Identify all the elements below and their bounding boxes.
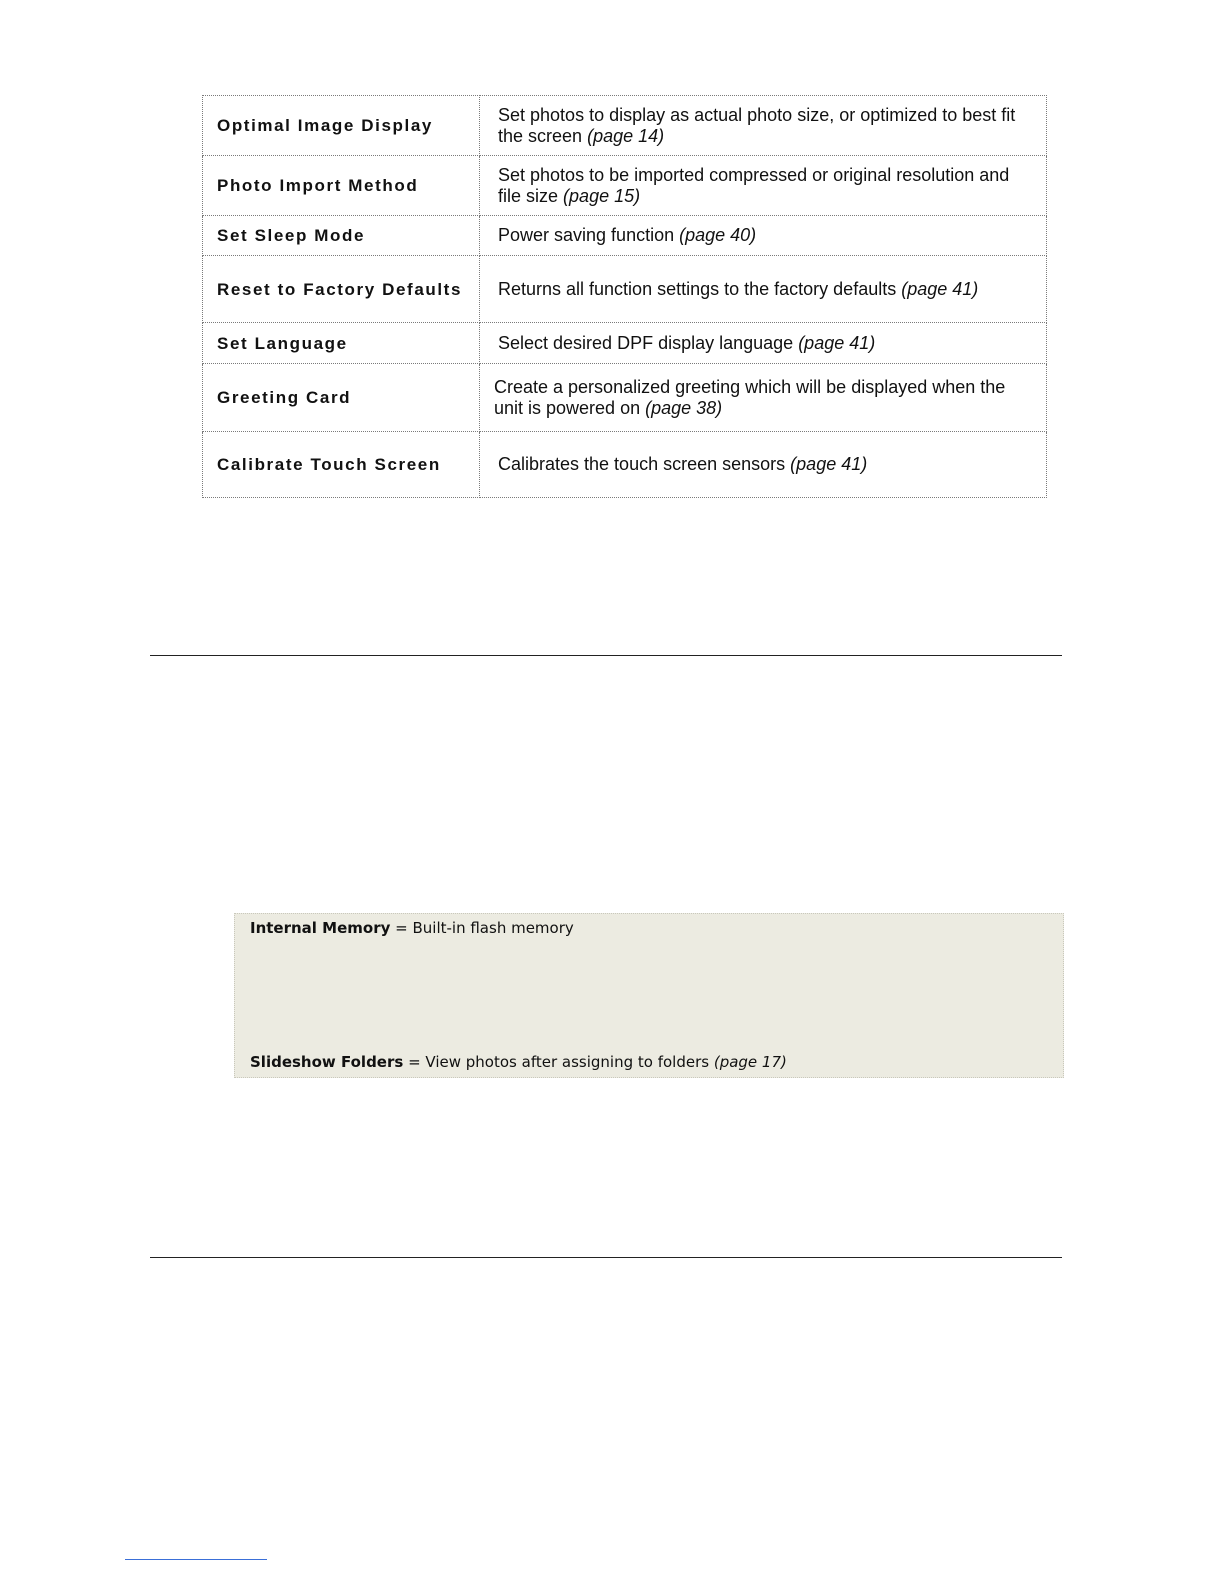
page-reference: (page 17) xyxy=(713,1053,787,1071)
setting-description xyxy=(480,364,1047,432)
setting-name: Reset to Factory Defaults xyxy=(203,256,480,323)
setting-description xyxy=(480,256,1047,323)
table-row xyxy=(203,156,1047,216)
footnote-separator xyxy=(125,1559,267,1560)
setting-name: Greeting Card xyxy=(203,364,480,432)
setting-name: Calibrate Touch Screen xyxy=(203,432,480,498)
page-reference: (page 38) xyxy=(645,397,723,418)
slideshow-folders-line xyxy=(250,1053,787,1071)
description-text: Select desired DPF display language xyxy=(498,332,794,353)
setting-description xyxy=(480,432,1047,498)
description-text: Create a personalized greeting which will be displayed when the unit is powered on xyxy=(494,376,1006,418)
table-row xyxy=(203,96,1047,156)
table-row xyxy=(203,432,1047,498)
page-reference: (page 41) xyxy=(790,454,868,474)
page-reference: (page 40) xyxy=(679,225,757,245)
page-reference: (page 41) xyxy=(901,278,979,299)
table-row xyxy=(203,323,1047,364)
term: Slideshow Folders xyxy=(250,1053,404,1071)
term: Internal Memory xyxy=(250,919,391,937)
section-divider xyxy=(150,1257,1062,1258)
description-text: Power saving function xyxy=(498,225,675,245)
page-reference: (page 41) xyxy=(798,332,876,353)
setting-name: Photo Import Method xyxy=(203,156,480,216)
setting-name: Set Language xyxy=(203,323,480,364)
memory-options-box xyxy=(234,913,1064,1078)
definition: = Built-in flash memory xyxy=(390,919,574,937)
description-text: Returns all function settings to the factory defaults xyxy=(498,278,897,299)
setting-description xyxy=(480,323,1047,364)
settings-table xyxy=(202,95,1047,498)
definition: = View photos after assigning to folders xyxy=(403,1053,710,1071)
table-row xyxy=(203,256,1047,323)
section-divider xyxy=(150,655,1062,656)
internal-memory-line xyxy=(250,919,574,937)
description-text: Calibrates the touch screen sensors xyxy=(498,454,786,474)
description-text: Set photos to display as actual photo size, or optimized to best fit the screen xyxy=(498,104,1016,146)
description-text: Set photos to be imported compressed or original resolution and file size xyxy=(498,164,1010,206)
setting-name: Set Sleep Mode xyxy=(203,216,480,256)
setting-description xyxy=(480,96,1047,156)
setting-description xyxy=(480,156,1047,216)
setting-description xyxy=(480,216,1047,256)
table-row xyxy=(203,364,1047,432)
setting-name: Optimal Image Display xyxy=(203,96,480,156)
table-row xyxy=(203,216,1047,256)
page-reference: (page 14) xyxy=(587,125,665,146)
page-reference: (page 15) xyxy=(563,185,641,206)
